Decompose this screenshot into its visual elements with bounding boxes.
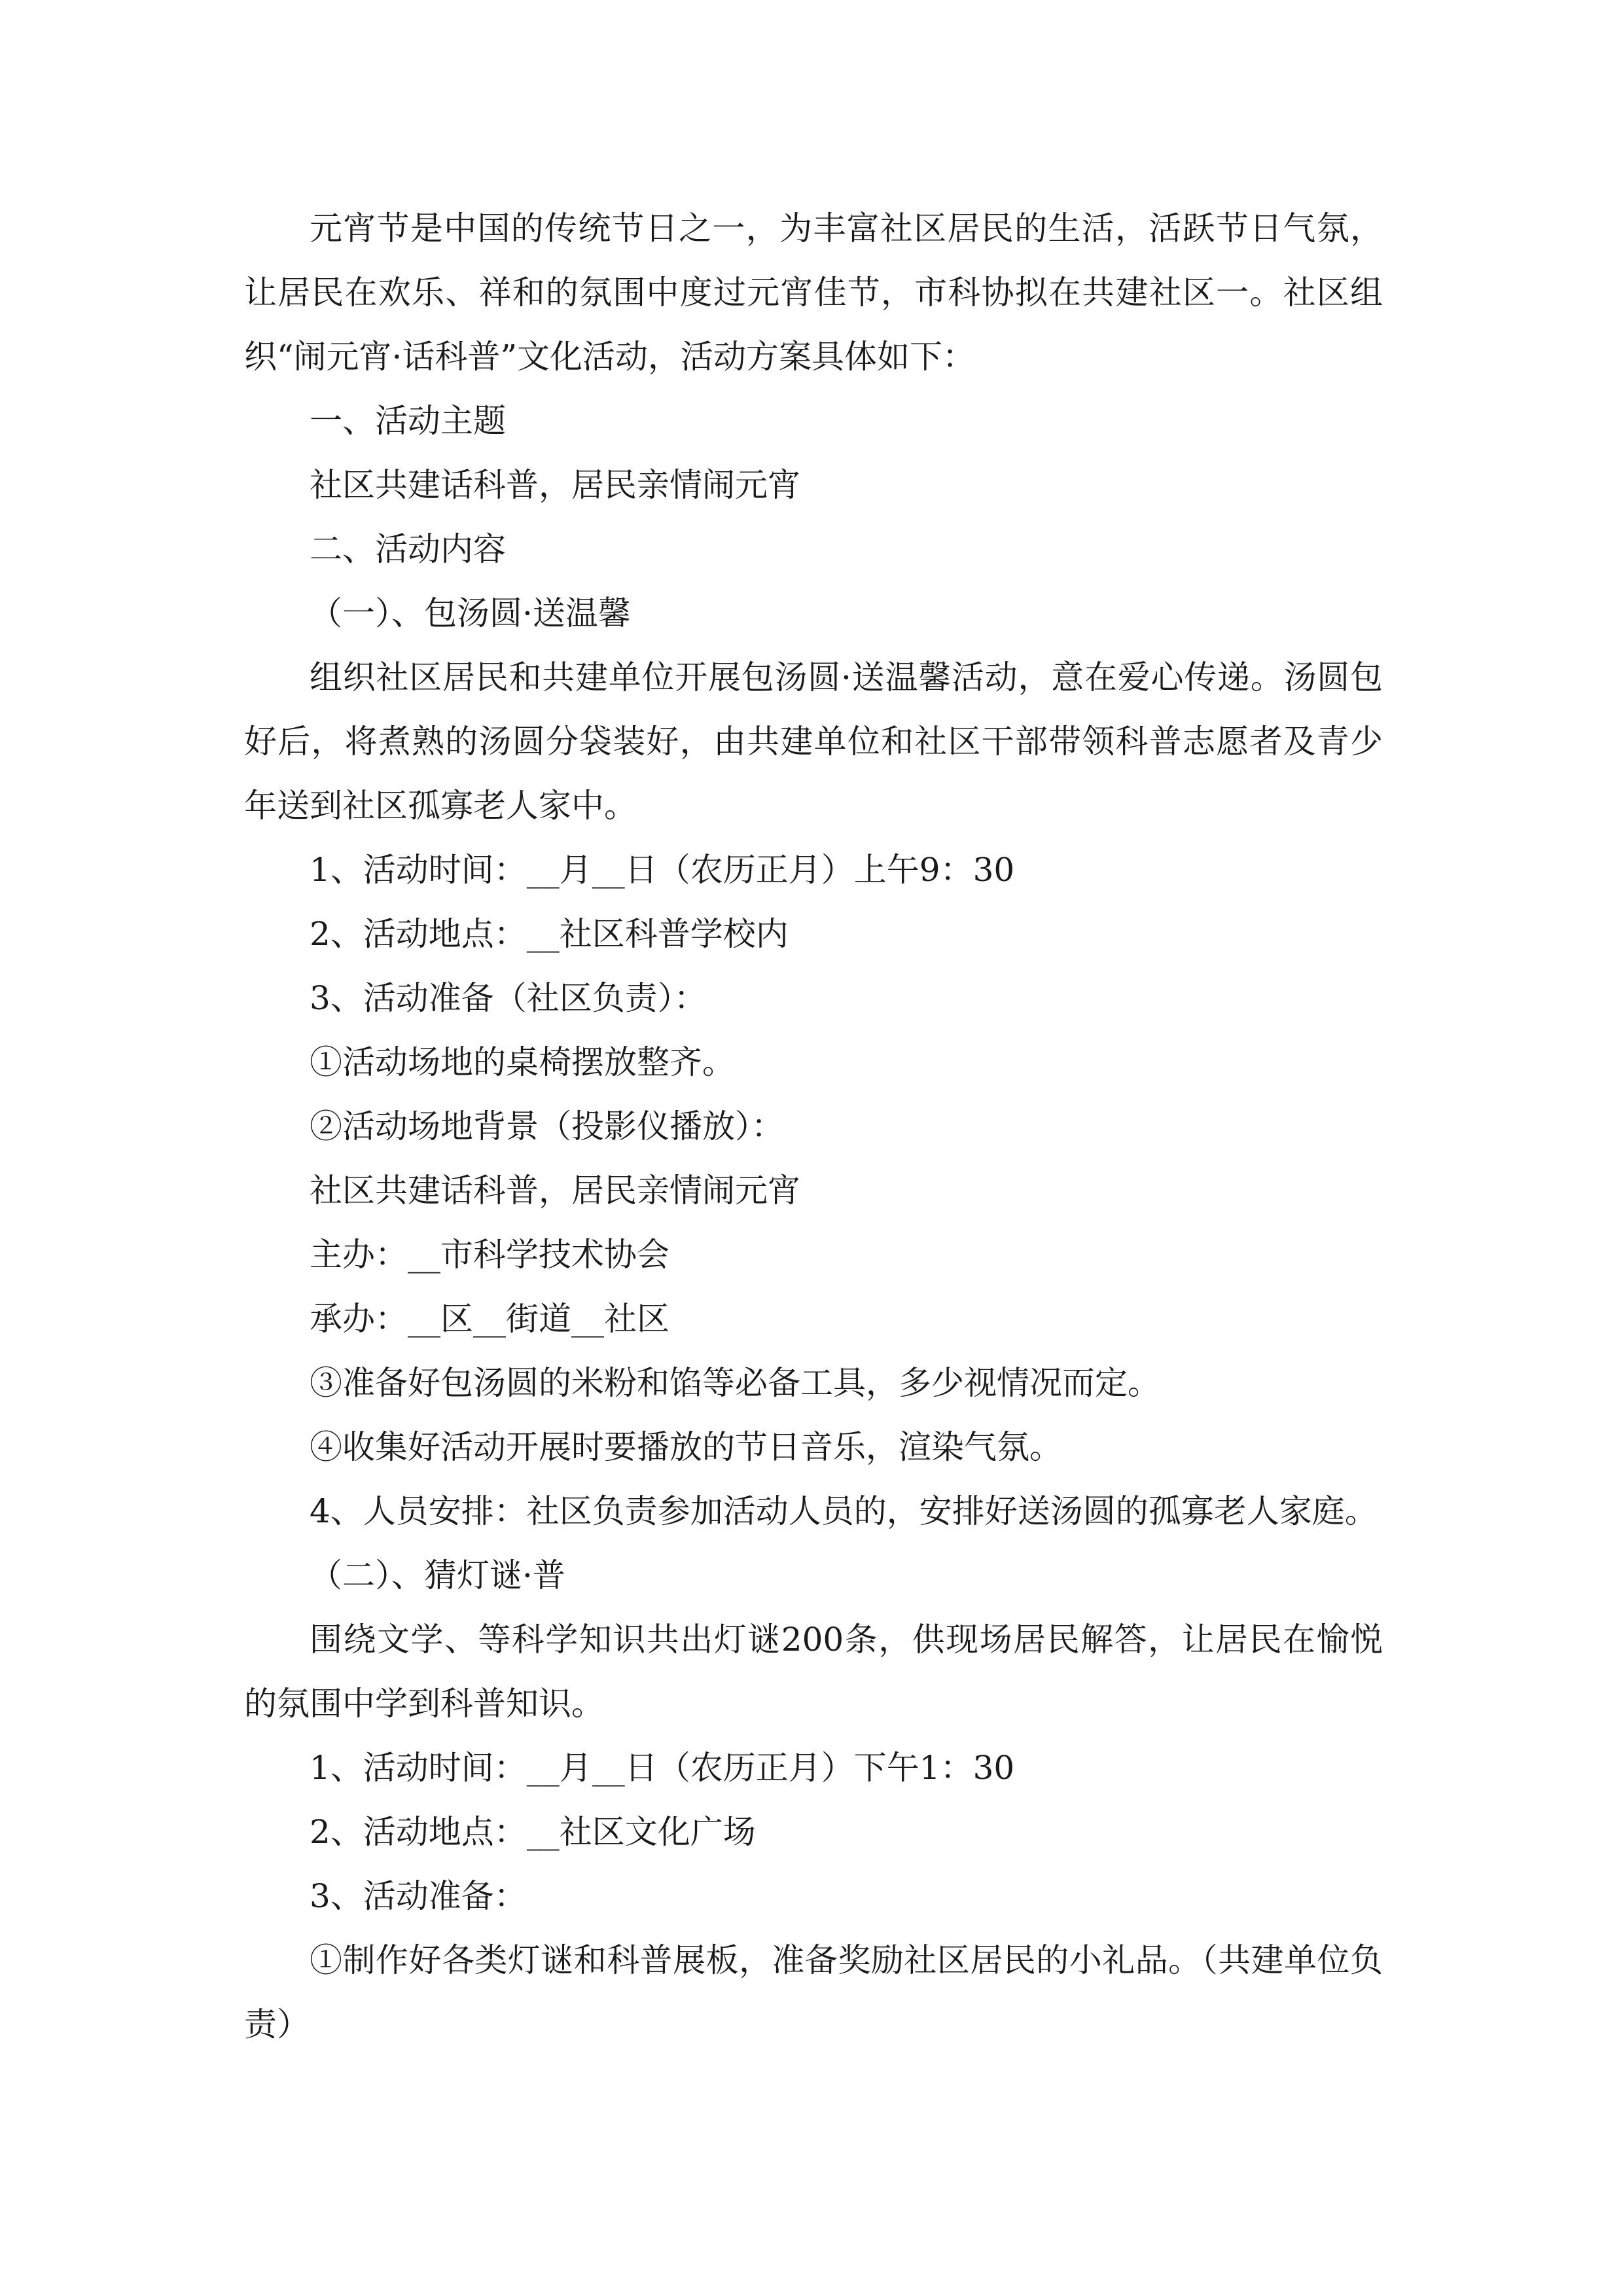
theme-text: 社区共建话科普，居民亲情闹元宵 (310, 466, 800, 504)
prep-item-2: ②活动场地背景（投影仪播放）： (310, 1107, 784, 1145)
prep-item-3: ③准备好包汤圆的米粉和馅等必备工具，多少视情况而定。 (310, 1364, 1160, 1402)
prep-item-1: ①活动场地的桌椅摆放整齐。 (310, 1043, 735, 1081)
subsection-heading-riddles: （二）、猜灯谜·普 (310, 1556, 565, 1594)
riddles-preparation: 3、活动准备： (310, 1877, 527, 1915)
riddles-time: 1、活动时间：__月__日（农历正月）下午1：30 (310, 1749, 1015, 1787)
tangyuan-preparation: 3、活动准备（社区负责）： (310, 979, 707, 1017)
backdrop-slogan: 社区共建话科普，居民亲情闹元宵 (310, 1172, 800, 1210)
organizer-line: 主办：__市科学技术协会 (310, 1236, 669, 1274)
riddles-description: 围绕文学、等科学知识共出灯谜200条，供现场居民解答，让居民在愉悦的氛围中学到科普知识。 (244, 1621, 1383, 1723)
staffing-line: 4、人员安排：社区负责参加活动人员的，安排好送汤圆的孤寡老人家庭。 (310, 1492, 1378, 1530)
tangyuan-description: 组织社区居民和共建单位开展包汤圆·送温馨活动，意在爱心传递。汤圆包好后，将煮熟的汤圆分袋装好，由共建单位和社区干部带领科普志愿者及青少年送到社区孤寡老人家中。 (244, 658, 1383, 825)
prep-item-4: ④收集好活动开展时要播放的节日音乐，渲染气氛。 (310, 1428, 1062, 1466)
riddles-prep-item-1: ①制作好各类灯谜和科普展板，准备奖励社区居民的小礼品。（共建单位负责） (244, 1941, 1383, 2043)
section-heading-content: 二、活动内容 (310, 530, 506, 568)
tangyuan-location: 2、活动地点：__社区科普学校内 (310, 915, 789, 953)
section-heading-theme: 一、活动主题 (310, 402, 506, 440)
subsection-heading-tangyuan: （一）、包汤圆·送温馨 (310, 594, 631, 632)
document-body (244, 196, 1383, 2056)
tangyuan-time: 1、活动时间：__月__日（农历正月）上午9：30 (310, 851, 1015, 889)
riddles-location: 2、活动地点：__社区文化广场 (310, 1813, 756, 1851)
co-organizer-line: 承办：__区__街道__社区 (310, 1300, 669, 1338)
intro-paragraph: 元宵节是中国的传统节日之一，为丰富社区居民的生活，活跃节日气氛，让居民在欢乐、祥和的氛围中度过元宵佳节，市科协拟在共建社区一。社区组织“闹元宵·话科普”文化活动，活动方案具体如下： (244, 209, 1383, 376)
